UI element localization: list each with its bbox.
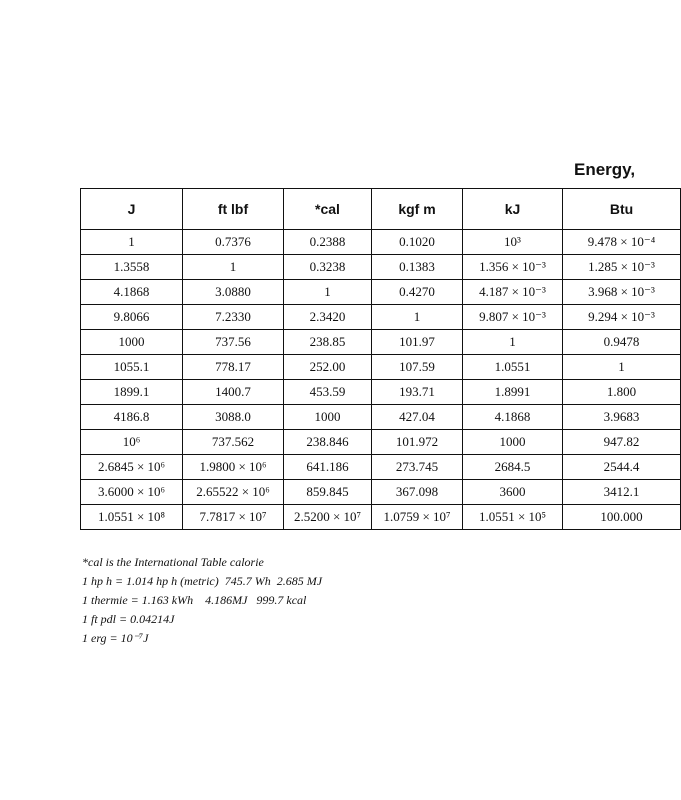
table-cell: 0.1383	[372, 255, 463, 280]
table-header-row	[81, 189, 681, 230]
table-row	[81, 305, 681, 330]
table-cell: 9.807 × 10⁻³	[463, 305, 563, 330]
table-row	[81, 330, 681, 355]
table-cell: 1000	[284, 405, 372, 430]
table-cell: 7.7817 × 10⁷	[183, 505, 284, 530]
table-cell: 1899.1	[81, 380, 183, 405]
table-row	[81, 355, 681, 380]
table-cell: 1.3558	[81, 255, 183, 280]
table-cell: 4186.8	[81, 405, 183, 430]
table-cell: 273.745	[372, 455, 463, 480]
table-cell: 4.1868	[463, 405, 563, 430]
table-cell: 859.845	[284, 480, 372, 505]
table-cell: 1	[372, 305, 463, 330]
table-cell: 9.294 × 10⁻³	[563, 305, 681, 330]
footnote-line: 1 erg = 10⁻⁷J	[82, 631, 149, 645]
table-cell: 641.186	[284, 455, 372, 480]
table-cell: 0.2388	[284, 230, 372, 255]
table-cell: 3.0880	[183, 280, 284, 305]
table-body	[81, 230, 681, 530]
table-row	[81, 430, 681, 455]
table-cell: 0.4270	[372, 280, 463, 305]
table-cell: 9.478 × 10⁻⁴	[563, 230, 681, 255]
table-cell: 1	[463, 330, 563, 355]
footnote-line: 1 hp h = 1.014 hp h (metric) 745.7 Wh 2.685 MJ	[82, 574, 323, 588]
table-cell: 10⁶	[81, 430, 183, 455]
table-cell: 3412.1	[563, 480, 681, 505]
table-cell: 1.356 × 10⁻³	[463, 255, 563, 280]
column-header: kJ	[463, 189, 563, 230]
table-cell: 0.9478	[563, 330, 681, 355]
table-cell: 1	[284, 280, 372, 305]
table-cell: 3.968 × 10⁻³	[563, 280, 681, 305]
footnote-line: 1 ft pdl = 0.04214J	[82, 612, 175, 626]
column-header: J	[81, 189, 183, 230]
table-cell: 778.17	[183, 355, 284, 380]
table-cell: 2.6845 × 10⁶	[81, 455, 183, 480]
column-header: kgf m	[372, 189, 463, 230]
table-cell: 1	[183, 255, 284, 280]
table-cell: 1	[563, 355, 681, 380]
table-cell: 3.6000 × 10⁶	[81, 480, 183, 505]
energy-conversion-table-wrapper	[80, 188, 656, 548]
table-row	[81, 280, 681, 305]
table-cell: 4.187 × 10⁻³	[463, 280, 563, 305]
table-cell: 737.56	[183, 330, 284, 355]
table-row	[81, 255, 681, 280]
table-cell: 427.04	[372, 405, 463, 430]
table-cell: 1.0551 × 10⁸	[81, 505, 183, 530]
table-cell: 0.1020	[372, 230, 463, 255]
table-cell: 2684.5	[463, 455, 563, 480]
table-cell: 238.846	[284, 430, 372, 455]
table-cell: 1.0551	[463, 355, 563, 380]
table-row	[81, 230, 681, 255]
energy-conversion-table	[80, 188, 681, 530]
table-cell: 1400.7	[183, 380, 284, 405]
table-cell: 7.2330	[183, 305, 284, 330]
table-row	[81, 505, 681, 530]
table-row	[81, 405, 681, 430]
table-cell: 1.0759 × 10⁷	[372, 505, 463, 530]
table-cell: 238.85	[284, 330, 372, 355]
table-cell: 4.1868	[81, 280, 183, 305]
table-row	[81, 380, 681, 405]
table-cell: 107.59	[372, 355, 463, 380]
table-cell: 1	[81, 230, 183, 255]
table-cell: 1000	[81, 330, 183, 355]
table-cell: 9.8066	[81, 305, 183, 330]
table-row	[81, 455, 681, 480]
table-cell: 947.82	[563, 430, 681, 455]
table-cell: 1.8991	[463, 380, 563, 405]
table-cell: 1.9800 × 10⁶	[183, 455, 284, 480]
table-cell: 101.972	[372, 430, 463, 455]
column-header: *cal	[284, 189, 372, 230]
table-cell: 3600	[463, 480, 563, 505]
column-header: ft lbf	[183, 189, 284, 230]
table-cell: 10³	[463, 230, 563, 255]
table-cell: 0.3238	[284, 255, 372, 280]
column-header: Btu	[563, 189, 681, 230]
table-cell: 2.3420	[284, 305, 372, 330]
page-title: Energy,	[574, 160, 636, 179]
table-cell: 1.0551 × 10⁵	[463, 505, 563, 530]
table-cell: 1.285 × 10⁻³	[563, 255, 681, 280]
table-cell: 0.7376	[183, 230, 284, 255]
table-cell: 3.9683	[563, 405, 681, 430]
table-cell: 1000	[463, 430, 563, 455]
table-cell: 100.000	[563, 505, 681, 530]
table-cell: 3088.0	[183, 405, 284, 430]
footnotes	[82, 553, 322, 648]
table-cell: 737.562	[183, 430, 284, 455]
table-cell: 367.098	[372, 480, 463, 505]
table-cell: 453.59	[284, 380, 372, 405]
table-cell: 2.5200 × 10⁷	[284, 505, 372, 530]
table-cell: 101.97	[372, 330, 463, 355]
table-row	[81, 480, 681, 505]
table-cell: 2544.4	[563, 455, 681, 480]
table-cell: 2.65522 × 10⁶	[183, 480, 284, 505]
table-cell: 1055.1	[81, 355, 183, 380]
footnote-line: 1 thermie = 1.163 kWh 4.186MJ 999.7 kcal	[82, 593, 307, 607]
table-cell: 1.800	[563, 380, 681, 405]
footnote-line: *cal is the International Table calorie	[82, 555, 264, 569]
table-cell: 252.00	[284, 355, 372, 380]
table-cell: 193.71	[372, 380, 463, 405]
